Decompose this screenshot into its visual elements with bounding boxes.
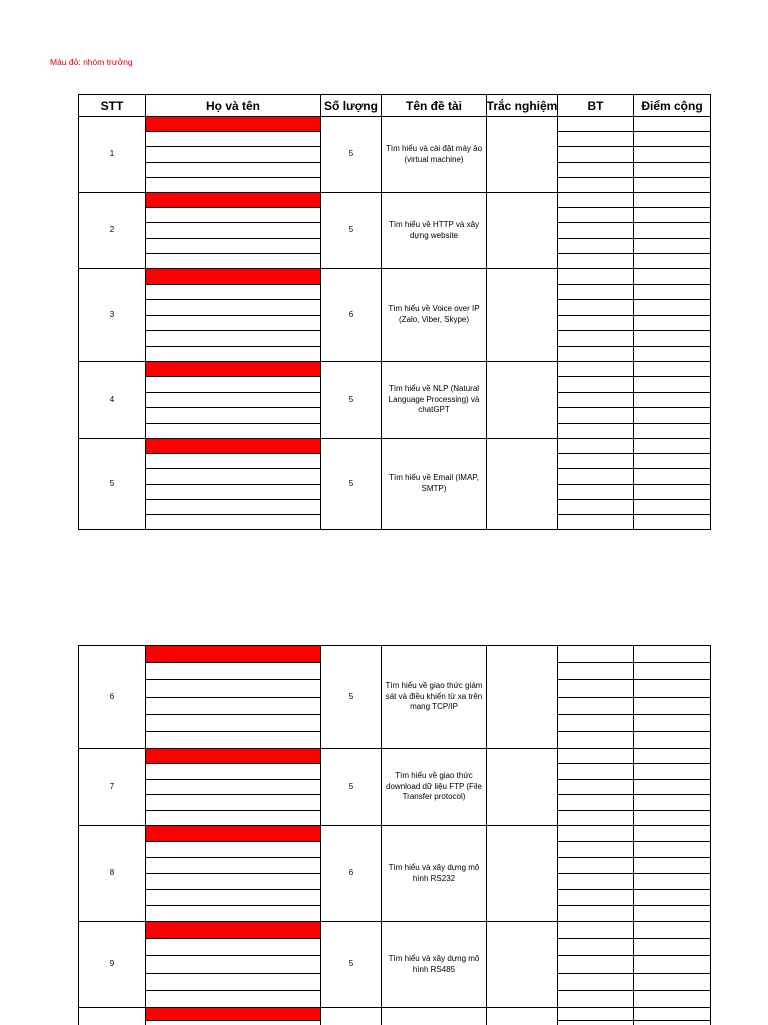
bt-score-slot[interactable] xyxy=(558,439,633,454)
member-name-slot[interactable] xyxy=(146,223,320,238)
bonus-score-slot[interactable] xyxy=(634,780,710,795)
bonus-score-slot[interactable] xyxy=(634,811,710,825)
bt-score-slot[interactable] xyxy=(558,178,633,192)
member-name-slot[interactable] xyxy=(146,680,320,697)
member-names-cell xyxy=(146,193,321,269)
bonus-score-slot[interactable] xyxy=(634,178,710,192)
member-names-cell xyxy=(146,362,321,439)
group-row xyxy=(79,362,711,439)
member-quantity: 5 xyxy=(321,646,382,749)
bonus-score-cell xyxy=(634,749,711,826)
bonus-score-slot[interactable] xyxy=(634,922,710,939)
quiz-score-cell[interactable] xyxy=(487,269,558,362)
header-stt: STT xyxy=(79,95,146,117)
bt-score-slot[interactable] xyxy=(558,331,633,347)
bt-score-slot[interactable] xyxy=(558,408,633,423)
bonus-score-slot[interactable] xyxy=(634,842,710,858)
member-quantity: 5 xyxy=(321,193,382,269)
member-name-slot[interactable] xyxy=(146,842,320,858)
member-name-slot[interactable] xyxy=(146,316,320,332)
bt-score-slot[interactable] xyxy=(558,826,633,842)
bt-score-slot[interactable] xyxy=(558,906,633,921)
bonus-score-cell xyxy=(634,1008,711,1025)
bonus-score-slot[interactable] xyxy=(634,663,710,680)
bonus-score-slot[interactable] xyxy=(634,874,710,890)
bonus-score-slot[interactable] xyxy=(634,239,710,254)
group-row xyxy=(79,117,711,193)
bt-score-slot[interactable] xyxy=(558,780,633,795)
bonus-score-slot[interactable] xyxy=(634,764,710,779)
member-name-slot[interactable] xyxy=(146,178,320,192)
bonus-score-slot[interactable] xyxy=(634,715,710,732)
bonus-score-slot[interactable] xyxy=(634,485,710,500)
member-name-slot[interactable] xyxy=(146,393,320,408)
bt-score-slot[interactable] xyxy=(558,858,633,874)
group-number: 6 xyxy=(79,646,146,749)
member-quantity: 5 xyxy=(321,749,382,826)
bt-score-slot[interactable] xyxy=(558,795,633,810)
bt-score-slot[interactable] xyxy=(558,974,633,991)
member-name-slot[interactable] xyxy=(146,1021,320,1025)
bonus-score-slot[interactable] xyxy=(634,795,710,810)
bonus-score-slot[interactable] xyxy=(634,439,710,454)
bonus-score-slot[interactable] xyxy=(634,939,710,956)
bonus-score-slot[interactable] xyxy=(634,163,710,178)
leader-name-slot[interactable] xyxy=(146,439,320,454)
group-row xyxy=(79,826,711,922)
bt-score-slot[interactable] xyxy=(558,680,633,697)
bt-score-slot[interactable] xyxy=(558,208,633,223)
member-name-slot[interactable] xyxy=(146,254,320,268)
member-name-slot[interactable] xyxy=(146,663,320,680)
bonus-score-slot[interactable] xyxy=(634,956,710,973)
bt-score-slot[interactable] xyxy=(558,698,633,715)
bonus-score-slot[interactable] xyxy=(634,698,710,715)
group-number: 9 xyxy=(79,922,146,1008)
quiz-score-cell[interactable] xyxy=(487,922,558,1008)
member-name-slot[interactable] xyxy=(146,732,320,748)
member-name-slot[interactable] xyxy=(146,239,320,254)
bonus-score-slot[interactable] xyxy=(634,193,710,208)
member-name-slot[interactable] xyxy=(146,956,320,973)
group-row xyxy=(79,269,711,362)
member-name-slot[interactable] xyxy=(146,347,320,362)
leader-name-slot[interactable] xyxy=(146,749,320,764)
member-name-slot[interactable] xyxy=(146,500,320,515)
bt-score-slot[interactable] xyxy=(558,347,633,362)
member-name-slot[interactable] xyxy=(146,377,320,392)
member-names-cell xyxy=(146,269,321,362)
member-name-slot[interactable] xyxy=(146,515,320,529)
member-names-cell xyxy=(146,922,321,1008)
bt-score-slot[interactable] xyxy=(558,454,633,469)
quiz-score-cell[interactable] xyxy=(487,826,558,922)
group-number xyxy=(79,1008,146,1025)
group-number: 4 xyxy=(79,362,146,439)
quiz-score-cell[interactable] xyxy=(487,439,558,530)
topic-title: Tìm hiểu và xây dựng mô hình RS232 xyxy=(382,826,487,922)
member-quantity: 5 xyxy=(321,922,382,1008)
bonus-score-slot[interactable] xyxy=(634,408,710,423)
member-name-slot[interactable] xyxy=(146,300,320,316)
bt-score-cell xyxy=(558,646,634,749)
leader-name-slot[interactable] xyxy=(146,269,320,285)
bt-score-cell xyxy=(558,826,634,922)
bonus-score-slot[interactable] xyxy=(634,646,710,663)
member-quantity: 5 xyxy=(321,362,382,439)
header-quiz: Trắc nghiệm xyxy=(487,95,558,117)
bonus-score-slot[interactable] xyxy=(634,331,710,347)
bonus-score-slot[interactable] xyxy=(634,377,710,392)
member-name-slot[interactable] xyxy=(146,132,320,147)
member-name-slot[interactable] xyxy=(146,890,320,906)
leader-name-slot[interactable] xyxy=(146,922,320,939)
leader-name-slot[interactable] xyxy=(146,1008,320,1021)
header-bonus: Điểm cộng xyxy=(634,95,711,117)
quiz-score-cell[interactable] xyxy=(487,362,558,439)
bt-score-slot[interactable] xyxy=(558,842,633,858)
bonus-score-cell xyxy=(634,646,711,749)
bt-score-slot[interactable] xyxy=(558,663,633,680)
bonus-score-slot[interactable] xyxy=(634,680,710,697)
bt-score-slot[interactable] xyxy=(558,254,633,268)
bonus-score-slot[interactable] xyxy=(634,454,710,469)
member-name-slot[interactable] xyxy=(146,424,320,438)
bonus-score-slot[interactable] xyxy=(634,147,710,162)
bonus-score-slot[interactable] xyxy=(634,347,710,362)
bt-score-cell xyxy=(558,922,634,1008)
header-topic: Tên đề tài xyxy=(382,95,487,117)
bonus-score-slot[interactable] xyxy=(634,826,710,842)
bt-score-slot[interactable] xyxy=(558,269,633,285)
bonus-score-slot[interactable] xyxy=(634,469,710,484)
bt-score-slot[interactable] xyxy=(558,991,633,1007)
table-header-row xyxy=(79,95,711,117)
leader-name-slot[interactable] xyxy=(146,193,320,208)
topic-title: Tìm hiểu về Email (IMAP, SMTP) xyxy=(382,439,487,530)
topic-title: Tìm hiểu và cài đặt máy ảo (virtual machine) xyxy=(382,117,487,193)
group-number: 7 xyxy=(79,749,146,826)
member-name-slot[interactable] xyxy=(146,469,320,484)
bonus-score-slot[interactable] xyxy=(634,223,710,238)
bonus-score-slot[interactable] xyxy=(634,208,710,223)
bt-score-slot[interactable] xyxy=(558,193,633,208)
bonus-score-slot[interactable] xyxy=(634,515,710,529)
group-number: 2 xyxy=(79,193,146,269)
quiz-score-cell[interactable] xyxy=(487,117,558,193)
member-name-slot[interactable] xyxy=(146,874,320,890)
bonus-score-cell xyxy=(634,269,711,362)
bt-score-slot[interactable] xyxy=(558,285,633,301)
bt-score-cell xyxy=(558,439,634,530)
member-name-slot[interactable] xyxy=(146,974,320,991)
bonus-score-slot[interactable] xyxy=(634,393,710,408)
group-row xyxy=(79,922,711,1008)
member-name-slot[interactable] xyxy=(146,163,320,178)
bt-score-slot[interactable] xyxy=(558,500,633,515)
bt-score-slot[interactable] xyxy=(558,239,633,254)
member-name-slot[interactable] xyxy=(146,991,320,1007)
bt-score-slot[interactable] xyxy=(558,874,633,890)
bonus-score-slot[interactable] xyxy=(634,1021,710,1025)
topic-title: Tìm hiểu về Voice over IP (Zalo, Viber, Skype) xyxy=(382,269,487,362)
bt-score-cell xyxy=(558,269,634,362)
bt-score-slot[interactable] xyxy=(558,1021,633,1025)
quiz-score-cell[interactable] xyxy=(487,646,558,749)
bt-score-slot[interactable] xyxy=(558,377,633,392)
member-name-slot[interactable] xyxy=(146,906,320,921)
member-name-slot[interactable] xyxy=(146,698,320,715)
member-name-slot[interactable] xyxy=(146,147,320,162)
bonus-score-slot[interactable] xyxy=(634,362,710,377)
bonus-score-cell xyxy=(634,117,711,193)
topic-title xyxy=(382,1008,487,1025)
bt-score-slot[interactable] xyxy=(558,362,633,377)
bonus-score-slot[interactable] xyxy=(634,285,710,301)
bonus-score-cell xyxy=(634,193,711,269)
member-names-cell xyxy=(146,117,321,193)
bt-score-slot[interactable] xyxy=(558,715,633,732)
member-name-slot[interactable] xyxy=(146,285,320,301)
bt-score-slot[interactable] xyxy=(558,939,633,956)
bonus-score-slot[interactable] xyxy=(634,974,710,991)
bt-score-slot[interactable] xyxy=(558,163,633,178)
bt-score-slot[interactable] xyxy=(558,732,633,748)
group-row xyxy=(79,439,711,530)
member-name-slot[interactable] xyxy=(146,408,320,423)
bonus-score-cell xyxy=(634,362,711,439)
member-name-slot[interactable] xyxy=(146,715,320,732)
bt-score-slot[interactable] xyxy=(558,515,633,529)
topic-title: Tìm hiểu về giao thức download dữ liệu FTP (File Transfer protocol) xyxy=(382,749,487,826)
bonus-score-slot[interactable] xyxy=(634,300,710,316)
bonus-score-slot[interactable] xyxy=(634,117,710,132)
bonus-score-slot[interactable] xyxy=(634,316,710,332)
leader-name-slot[interactable] xyxy=(146,646,320,663)
member-names-cell xyxy=(146,1008,321,1025)
header-name: Họ và tên xyxy=(146,95,321,117)
member-names-cell xyxy=(146,439,321,530)
bt-score-slot[interactable] xyxy=(558,646,633,663)
bt-score-slot[interactable] xyxy=(558,316,633,332)
bonus-score-cell xyxy=(634,826,711,922)
bt-score-slot[interactable] xyxy=(558,890,633,906)
bt-score-slot[interactable] xyxy=(558,117,633,132)
bt-score-slot[interactable] xyxy=(558,764,633,779)
member-name-slot[interactable] xyxy=(146,485,320,500)
bonus-score-cell xyxy=(634,922,711,1008)
quiz-score-cell[interactable] xyxy=(487,749,558,826)
member-name-slot[interactable] xyxy=(146,780,320,795)
bt-score-slot[interactable] xyxy=(558,300,633,316)
member-name-slot[interactable] xyxy=(146,208,320,223)
bt-score-slot[interactable] xyxy=(558,147,633,162)
member-name-slot[interactable] xyxy=(146,331,320,347)
bt-score-cell xyxy=(558,193,634,269)
leader-name-slot[interactable] xyxy=(146,362,320,377)
topic-title: Tìm hiểu về HTTP và xây dựng website xyxy=(382,193,487,269)
bt-score-cell xyxy=(558,362,634,439)
member-name-slot[interactable] xyxy=(146,454,320,469)
bonus-score-slot[interactable] xyxy=(634,424,710,438)
bonus-score-slot[interactable] xyxy=(634,749,710,764)
leader-name-slot[interactable] xyxy=(146,826,320,842)
bt-score-slot[interactable] xyxy=(558,811,633,825)
member-name-slot[interactable] xyxy=(146,811,320,825)
group-table-part-1 xyxy=(78,94,711,530)
group-number: 1 xyxy=(79,117,146,193)
bonus-score-slot[interactable] xyxy=(634,890,710,906)
quiz-score-cell[interactable] xyxy=(487,1008,558,1025)
group-number: 5 xyxy=(79,439,146,530)
member-quantity: 6 xyxy=(321,826,382,922)
member-name-slot[interactable] xyxy=(146,858,320,874)
topic-title: Tìm hiểu về giao thức giám sát và điều khiển từ xa trên mạng TCP/IP xyxy=(382,646,487,749)
bonus-score-cell xyxy=(634,439,711,530)
member-name-slot[interactable] xyxy=(146,795,320,810)
header-bt: BT xyxy=(558,95,634,117)
group-row xyxy=(79,646,711,749)
bt-score-slot[interactable] xyxy=(558,922,633,939)
topic-title: Tìm hiểu và xây dựng mô hình RS485 xyxy=(382,922,487,1008)
member-quantity: 5 xyxy=(321,117,382,193)
group-number: 3 xyxy=(79,269,146,362)
bonus-score-slot[interactable] xyxy=(634,1008,710,1021)
group-table-part-2 xyxy=(78,645,711,1025)
bonus-score-slot[interactable] xyxy=(634,269,710,285)
member-names-cell xyxy=(146,826,321,922)
bt-score-slot[interactable] xyxy=(558,132,633,147)
bt-score-slot[interactable] xyxy=(558,223,633,238)
legend-note: Màu đỏ: nhóm trưởng xyxy=(50,57,133,67)
group-row xyxy=(79,193,711,269)
bonus-score-slot[interactable] xyxy=(634,991,710,1007)
bt-score-slot[interactable] xyxy=(558,393,633,408)
group-number: 8 xyxy=(79,826,146,922)
bt-score-slot[interactable] xyxy=(558,956,633,973)
bonus-score-slot[interactable] xyxy=(634,500,710,515)
bt-score-slot[interactable] xyxy=(558,469,633,484)
group-row xyxy=(79,1008,711,1025)
bt-score-slot[interactable] xyxy=(558,749,633,764)
bt-score-cell xyxy=(558,749,634,826)
leader-name-slot[interactable] xyxy=(146,117,320,132)
header-quantity: Số lượng xyxy=(321,95,382,117)
topic-title: Tìm hiểu về NLP (Natural Language Processing) và chatGPT xyxy=(382,362,487,439)
bt-score-slot[interactable] xyxy=(558,424,633,438)
member-quantity: 6 xyxy=(321,269,382,362)
bonus-score-slot[interactable] xyxy=(634,254,710,268)
bonus-score-slot[interactable] xyxy=(634,858,710,874)
member-names-cell xyxy=(146,646,321,749)
quiz-score-cell[interactable] xyxy=(487,193,558,269)
member-quantity: 5 xyxy=(321,439,382,530)
bonus-score-slot[interactable] xyxy=(634,732,710,748)
bt-score-slot[interactable] xyxy=(558,485,633,500)
bonus-score-slot[interactable] xyxy=(634,906,710,921)
bonus-score-slot[interactable] xyxy=(634,132,710,147)
group-row xyxy=(79,749,711,826)
bt-score-slot[interactable] xyxy=(558,1008,633,1021)
member-names-cell xyxy=(146,749,321,826)
bt-score-cell xyxy=(558,117,634,193)
member-name-slot[interactable] xyxy=(146,764,320,779)
bt-score-cell xyxy=(558,1008,634,1025)
member-quantity xyxy=(321,1008,382,1025)
member-name-slot[interactable] xyxy=(146,939,320,956)
